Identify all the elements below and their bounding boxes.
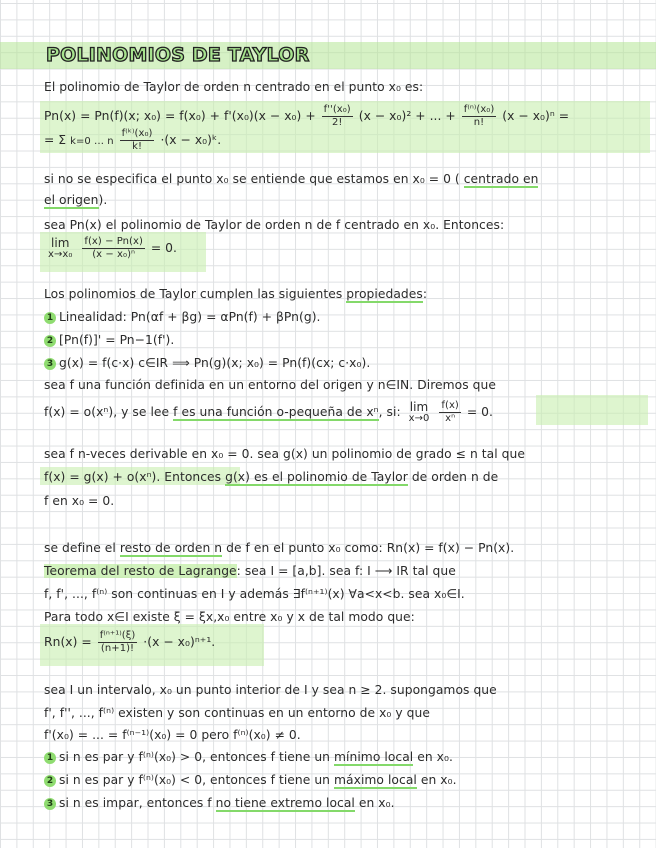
fraction-denominator: k! [132,141,143,152]
text-line [44,541,514,555]
formula-text: (x − x₀)ⁿ = [502,109,570,123]
text-line: sea f una función definida en un entorno del origen y n∈IN. Diremos que [44,378,496,392]
o-small-line [44,400,493,425]
formula-text: ·(x − x₀)ⁿ⁺¹. [143,635,216,649]
o-small-highlight [536,395,648,425]
text-line [44,564,456,578]
text-span: de f en el punto x₀ como: Rn(x) = f(x) − Pn(x). [226,541,515,555]
limit-operator [46,237,74,261]
underlined-text: no tiene extremo local [215,796,355,810]
extreme-item [44,796,395,810]
text-line [44,172,538,186]
text-line: f, f', ..., f⁽ⁿ⁾ son continuas en I y además ∃f⁽ⁿ⁺¹⁾(x) ∀a<x<b. sea x₀∈I. [44,587,465,601]
fraction [322,104,353,129]
text-span: si n es par y f⁽ⁿ⁾(x₀) > 0, entonces f tiene un [59,750,331,764]
underlined-text: el origen [44,193,99,207]
formula-text: = 0. [466,405,493,419]
fraction-numerator: f⁽ⁿ⁺¹⁾(ξ) [99,630,136,641]
underlined-text: mínimo local [334,750,414,764]
limit-subscript: x→0 [408,412,430,424]
fraction-denominator: xⁿ [445,413,456,424]
underlined-text: centrado en [463,172,539,186]
sum-limits: k=0 … n [70,136,114,147]
property-text: [Pn(f)]' = Pn−1(f'). [59,333,175,347]
text-span: si no se especifica el punto x₀ se entiende que estamos en x₀ = 0 ( [44,172,460,186]
text-span: : [422,287,428,301]
limit-line [44,236,177,261]
property-item [44,333,174,347]
extreme-item [44,773,457,787]
text-span: f(x) = o(xⁿ), y se lee [44,405,170,419]
number-badge: 1 [44,752,56,764]
fraction [120,128,155,153]
property-text: g(x) = f(c·x) c∈IR ⟹ Pn(g)(x; x₀) = Pn(f)(cx; c·x₀). [59,356,371,370]
fraction-denominator: (x − x₀)ⁿ [92,249,136,260]
taylor-sum-line [44,128,221,153]
text-span: Los polinomios de Taylor cumplen las siguientes [44,287,343,301]
text-line [44,287,427,301]
fraction [462,104,497,129]
text-line: sea Pn(x) el polinomio de Taylor de orden n de f centrado en x₀. Entonces: [44,218,505,232]
fraction-numerator: f(x) − Pn(x) [84,236,143,247]
formula-text: ·(x − x₀)ᵏ. [160,133,222,147]
limit-word: lim [409,399,429,414]
property-item [44,310,321,324]
text-span: , si: [378,405,401,419]
text-line [44,470,498,484]
text-line: f'(x₀) = ... = f⁽ⁿ⁻¹⁾(x₀) = 0 pero f⁽ⁿ⁾(x₀) ≠ 0. [44,728,301,742]
number-badge: 1 [44,312,56,324]
text-span: de orden n de [411,470,499,484]
underlined-text: f es una función o-pequeña de xⁿ [173,405,379,419]
extreme-item [44,750,453,764]
text-span: si n es par y f⁽ⁿ⁾(x₀) < 0, entonces f tiene un [59,773,331,787]
text-span: se define el [44,541,116,555]
number-badge: 3 [44,798,56,810]
text-span: . Entonces [156,470,222,484]
property-text: Linealidad: Pn(αf + βg) = αPn(f) + βPn(g). [59,310,321,324]
underlined-text: resto de orden n [119,541,223,555]
underlined-text: g(x) es el polinomio de Taylor [225,470,408,484]
formula-text: (x − x₀)² + ... + [358,109,456,123]
formula-text: = 0. [150,241,178,255]
fraction-numerator: f''(x₀) [323,104,351,115]
fraction-numerator: f⁽ⁿ⁾(x₀) [463,104,495,115]
text-line: f en x₀ = 0. [44,494,115,508]
fraction [439,400,460,425]
text-span: ). [98,193,108,207]
text-line: Para todo x∈I existe ξ = ξx,x₀ entre x₀ y x de tal modo que: [44,610,415,624]
text-span: en x₀. [358,796,395,810]
text-line [44,193,107,207]
underlined-text: propiedades [346,287,423,301]
limit-word: lim [50,235,70,250]
fraction-numerator: f(x) [441,400,459,411]
formula-text: Rn(x) = [44,635,92,649]
page-title: POLINOMIOS DE TAYLOR [46,44,310,66]
number-badge: 3 [44,358,56,370]
taylor-formula-line [44,104,569,129]
underlined-text: máximo local [334,773,417,787]
text-span: en x₀. [417,750,453,764]
text-line: sea I un intervalo, x₀ un punto interior de I y sea n ≥ 2. supongamos que [44,683,497,697]
fraction-denominator: 2! [331,117,343,128]
lagrange-formula-line [44,630,215,655]
text-span: en x₀. [420,773,457,787]
fraction [98,630,138,655]
fraction-denominator: (n+1)! [100,643,135,654]
number-badge: 2 [44,775,56,787]
formula-text: Pn(x) = Pn(f)(x; x₀) = f(x₀) + f'(x₀)(x − x₀) + [44,109,316,123]
text-span: : sea I = [a,b]. sea f: I ⟶ IR tal que [236,564,456,578]
text-line: sea f n-veces derivable en x₀ = 0. sea g(x) un polinomio de grado ≤ n tal que [44,447,525,461]
limit-operator [407,401,432,425]
formula-text: = Σ [44,133,67,147]
text-span: f(x) = g(x) + o(xⁿ) [44,470,157,484]
fraction [82,236,145,261]
fraction-denominator: n! [473,117,485,128]
fraction-numerator: f⁽ᵏ⁾(x₀) [121,128,153,139]
number-badge: 2 [44,335,56,347]
text-line: f', f'', ..., f⁽ⁿ⁾ existen y son continuas en un entorno de x₀ y que [44,706,430,720]
property-item [44,356,370,370]
limit-subscript: x→x₀ [48,248,73,260]
highlighted-text: Teorema del resto de Lagrange [44,564,237,578]
text-line: El polinomio de Taylor de orden n centrado en el punto x₀ es: [44,80,424,94]
text-span: si n es impar, entonces f [59,796,212,810]
